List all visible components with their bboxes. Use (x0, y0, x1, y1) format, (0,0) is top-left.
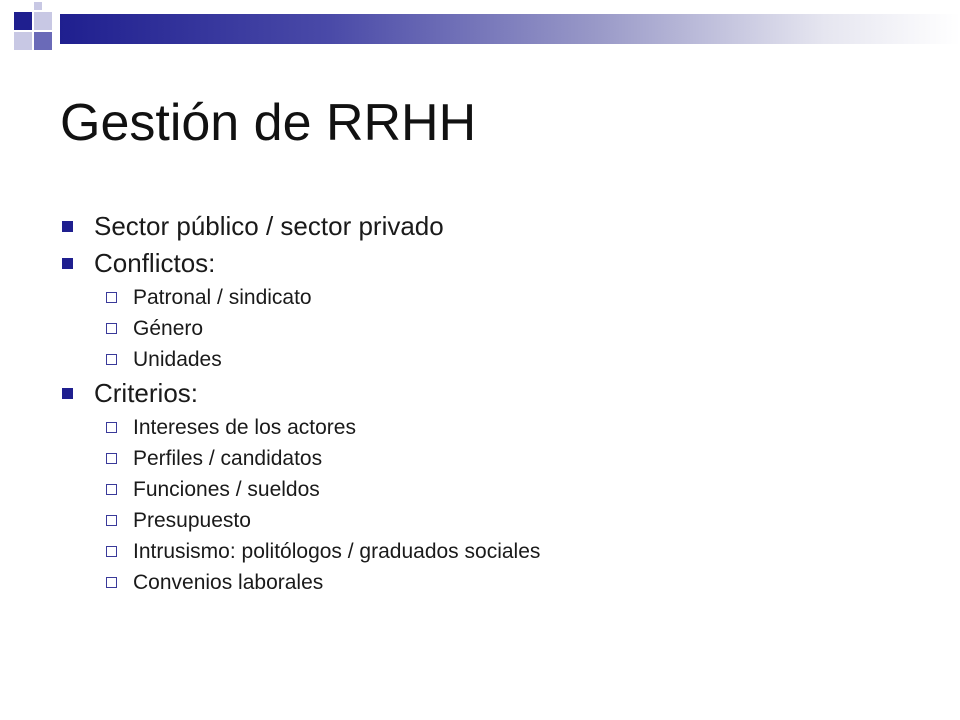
list-item (62, 245, 942, 282)
decor-square-small (34, 2, 42, 10)
sub-list-item (62, 313, 942, 344)
sub-list-item (62, 282, 942, 313)
sub-list-item-label: Perfiles / candidatos (133, 446, 323, 470)
square-bullet-icon (62, 388, 73, 399)
sub-list-item (62, 344, 942, 375)
sub-list-item (62, 443, 942, 474)
square-bullet-icon (62, 258, 73, 269)
decor-square-light (14, 32, 32, 50)
sub-list-item (62, 505, 942, 536)
list-item-label: Criterios: (94, 378, 199, 408)
sub-list-item-label: Intrusismo: politólogos / graduados sociales (133, 539, 541, 563)
sub-list-item (62, 412, 942, 443)
sub-list-item-label: Género (133, 316, 204, 340)
sub-list-item (62, 536, 942, 567)
square-bullet-icon (62, 221, 73, 232)
sub-list-item-label: Intereses de los actores (133, 415, 356, 439)
slide-title: Gestión de RRHH (60, 94, 477, 152)
hollow-square-bullet-icon (106, 453, 117, 464)
bullet-list (62, 208, 942, 598)
decor-square-mid (34, 32, 52, 50)
hollow-square-bullet-icon (106, 484, 117, 495)
hollow-square-bullet-icon (106, 515, 117, 526)
hollow-square-bullet-icon (106, 354, 117, 365)
sub-list-item-label: Convenios laborales (133, 570, 324, 594)
sub-list-item-label: Funciones / sueldos (133, 477, 320, 501)
list-item-label: Sector público / sector privado (94, 211, 444, 241)
hollow-square-bullet-icon (106, 323, 117, 334)
hollow-square-bullet-icon (106, 292, 117, 303)
sub-list-item (62, 474, 942, 505)
sub-list-item-label: Presupuesto (133, 508, 251, 532)
decor-square-light (34, 12, 52, 30)
sub-list-item-label: Patronal / sindicato (133, 285, 312, 309)
hollow-square-bullet-icon (106, 422, 117, 433)
list-item (62, 375, 942, 412)
hollow-square-bullet-icon (106, 577, 117, 588)
list-item (62, 208, 942, 245)
decor-square-large (14, 12, 32, 30)
sub-list-item (62, 567, 942, 598)
sub-list-item-label: Unidades (133, 347, 222, 371)
header-gradient-bar (60, 14, 960, 44)
hollow-square-bullet-icon (106, 546, 117, 557)
list-item-label: Conflictos: (94, 248, 216, 278)
